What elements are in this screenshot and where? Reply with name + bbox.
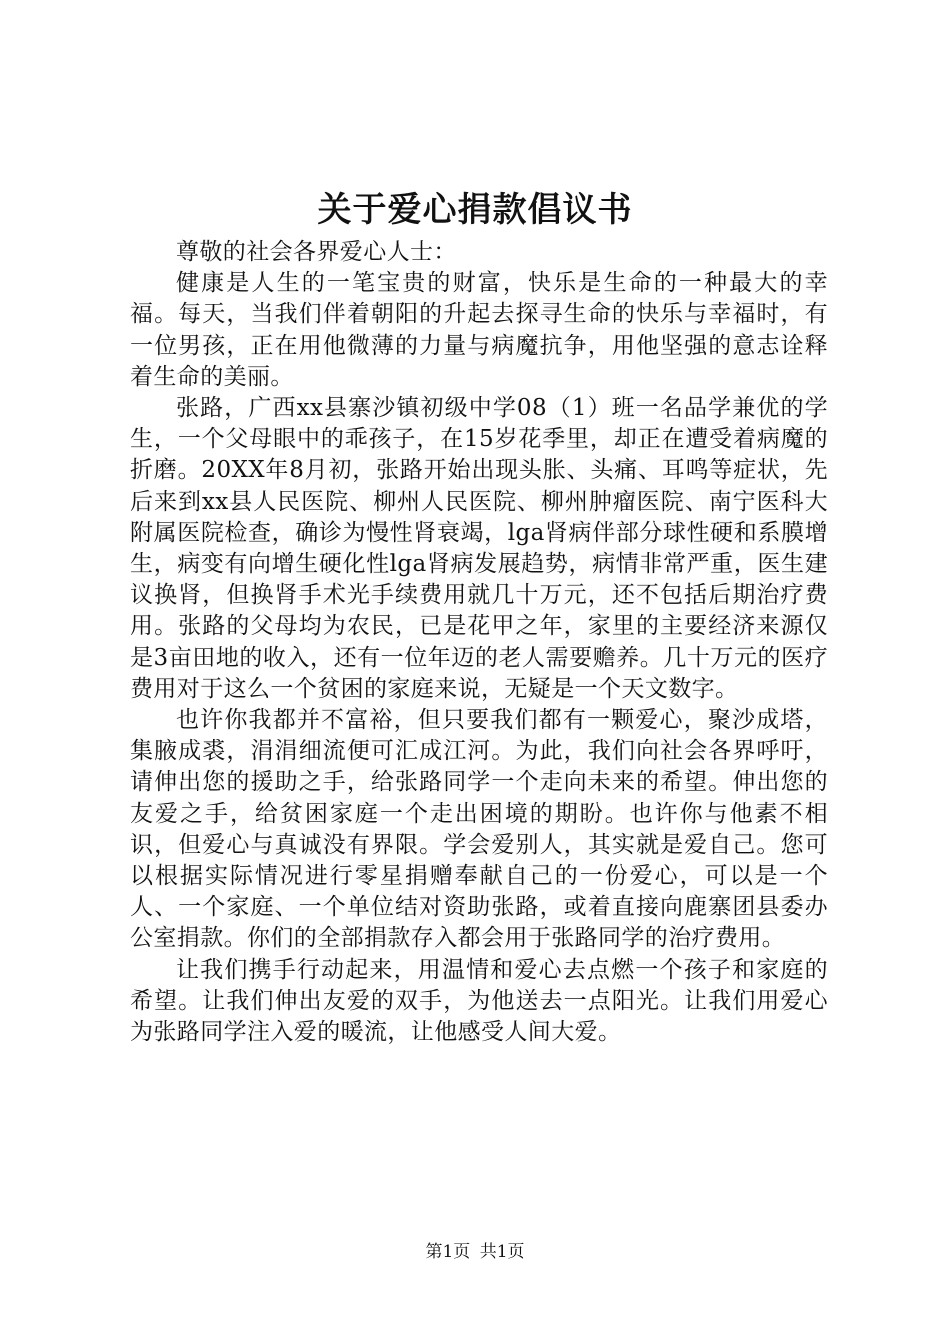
paragraph-2: 张路，广西xx县寨沙镇初级中学08（1）班一名品学兼优的学生，一个父母眼中的乖孩子，在15岁花季里，却正在遭受着病魔的折磨。20XX年8月初，张路开始出现头胀、头痛、耳鸣等症状，先后来到xx县人民医院、柳州人民医院、柳州肿瘤医院、南宁医科大附属医院检查，确诊为慢性肾衰竭，lga肾病伴部分球性硬和系膜增生，病变有向增生硬化性lga肾病发展趋势，病情非常严重，医生建议换肾，但换肾手术光手续费用就几十万元，还不包括后期治疗费用。张路的父母均为农民，已是花甲之年，家里的主要经济来源仅是3亩田地的收入，还有一位年迈的老人需要赡养。几十万元的医疗费用对于这么一个贫困的家庭来说，无疑是一个天文数字。 [130,395,828,702]
paragraph-1: 健康是人生的一笔宝贵的财富，快乐是生命的一种最大的幸福。每天，当我们伴着朝阳的升起去探寻生命的快乐与幸福时，有一位男孩，正在用他微薄的力量与病魔抗争，用他坚强的意志诠释着生命的美丽。 [130,270,828,390]
salutation: 尊敬的社会各界爱心人士： [176,239,457,265]
paragraph-4: 让我们携手行动起来，用温情和爱心去点燃一个孩子和家庭的希望。让我们伸出友爱的双手，为他送去一点阳光。让我们用爱心为张路同学注入爱的暖流，让他感受人间大爱。 [130,956,828,1046]
document-body [130,237,828,1048]
document-title: 关于爱心捐款倡议书 [317,190,633,230]
paragraph-3: 也许你我都并不富裕，但只要我们都有一颗爱心，聚沙成塔，集腋成裘，涓涓细流便可汇成江河。为此，我们向社会各界呼吁，请伸出您的援助之手，给张路同学一个走向未来的希望。伸出您的友爱之手，给贫困家庭一个走出困境的期盼。也许你与他素不相识，但爱心与真诚没有界限。学会爱别人，其实就是爱自己。您可以根据实际情况进行零星捐赠奉献自己的一份爱心，可以是一个人、一个家庭、一个单位结对资助张路，或着直接向鹿寨团县委办公室捐款。你们的全部捐款存入都会用于张路同学的治疗费用。 [130,707,828,952]
page-footer [0,1240,950,1264]
page-number: 第1页 [425,1242,471,1262]
page-total: 共1页 [479,1242,525,1262]
